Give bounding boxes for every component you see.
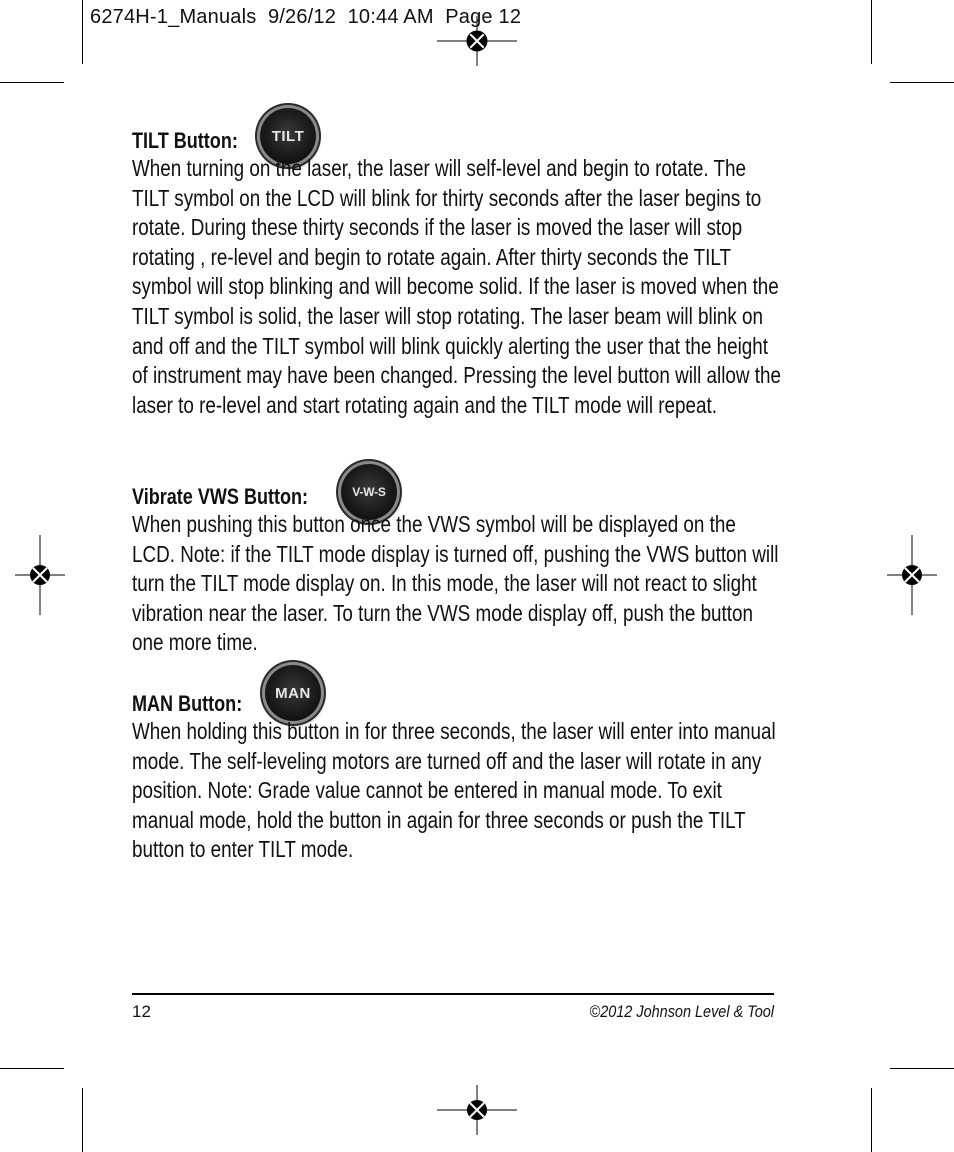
section-heading: TILT Button: <box>132 128 238 153</box>
crop-mark-bottom-right-horizontal <box>890 1068 954 1069</box>
section-body: When pushing this button once the VWS symbol will be displayed on the LCD. Note: if the TILT mode display is turned off, pushing the VWS button will turn the TILT mode display on. In this mode, the laser will not react to slight vibration near the laser. To turn the VWS mode display off, push the button one more time. <box>132 511 779 656</box>
crop-mark-bottom-right-vertical <box>871 1088 872 1152</box>
registration-mark-right-icon <box>887 535 937 615</box>
section-body: When turning on the laser, the laser will self-level and begin to rotate. The TILT symbol on the LCD will blink for thirty seconds after the laser begins to rotate. During these thirty seconds if the laser is moved the laser will stop rotating , re-level and begin to rotate again. After thirty seconds the TILT symbol will stop blinking and will become solid. If the laser is moved when the TILT symbol is solid, the laser will stop rotating. The laser beam will blink on and off and the TILT symbol will blink quickly alerting the user that the height of instrument may have been changed. Pressing the level button will allow the laser to re-level and start rotating again and the TILT mode will repeat. <box>132 155 781 418</box>
section-body: When holding this button in for three seconds, the laser will enter into manual mode. The self-leveling motors are turned off and the laser will rotate in any position. Note: Grade value cannot be entered in manual mode. To exit manual mode, hold the button in again for three seconds or push the TILT button to enter TILT mode. <box>132 718 776 863</box>
section-man-button <box>132 684 782 865</box>
icon-label: V-W-S <box>352 485 386 499</box>
icon-label: TILT <box>271 127 305 145</box>
section-heading: MAN Button: <box>132 691 243 716</box>
heading-row <box>132 124 782 154</box>
registration-mark-left-icon <box>15 535 65 615</box>
slug-page: Page 12 <box>445 6 522 28</box>
crop-mark-top-right-vertical <box>871 0 872 64</box>
crop-mark-top-left-horizontal <box>0 82 64 83</box>
section-heading: Vibrate VWS Button: <box>132 484 309 509</box>
registration-mark-bottom-icon <box>437 1085 517 1135</box>
crop-mark-top-right-horizontal <box>890 82 954 83</box>
crop-mark-bottom-left-vertical <box>82 1088 83 1152</box>
slug-time: 10:44 AM <box>347 6 434 28</box>
section-tilt-button <box>132 124 782 420</box>
footer-rule <box>132 993 774 995</box>
icon-label: MAN <box>275 684 311 702</box>
heading-row <box>132 480 782 510</box>
crop-mark-top-left-vertical <box>82 0 83 64</box>
crop-mark-bottom-left-horizontal <box>0 1068 64 1069</box>
slug-file: 6274H-1_Manuals <box>90 6 257 28</box>
section-vws-button <box>132 480 782 658</box>
slug-date: 9/26/12 <box>267 6 337 28</box>
heading-row <box>132 684 782 717</box>
page-number: 12 <box>132 1002 151 1021</box>
man-button-icon <box>265 665 321 721</box>
registration-mark-top-icon <box>437 16 517 66</box>
copyright-notice: ©2012 Johnson Level & Tool <box>589 1002 774 1021</box>
